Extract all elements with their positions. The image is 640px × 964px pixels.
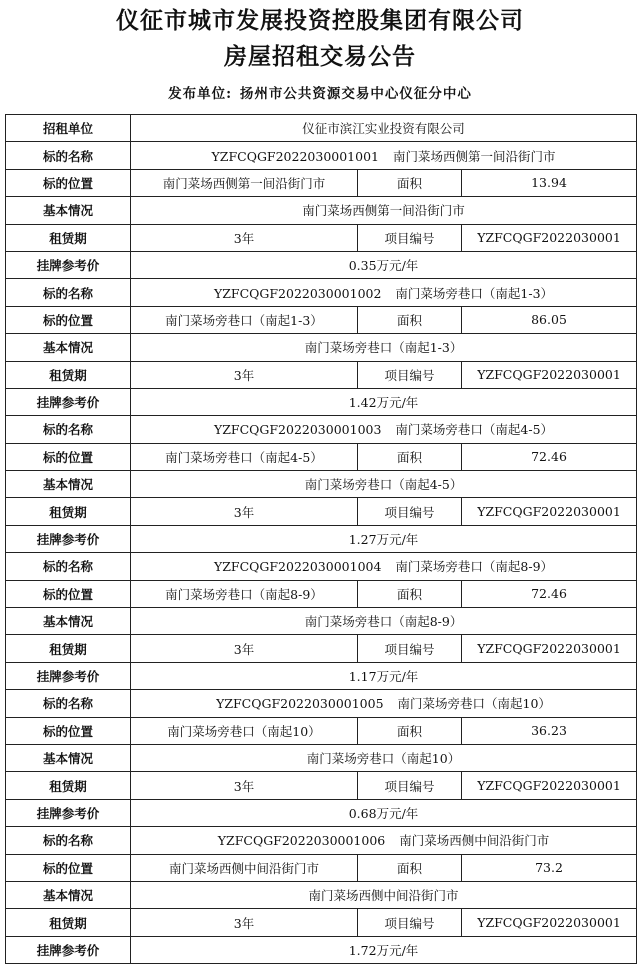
table-row-lessor — [6, 115, 637, 142]
item-name: 南门菜场旁巷口（南起4-5） — [395, 422, 554, 438]
document-header — [0, 0, 640, 108]
item-project-no: YZFCQGF2022030001 — [462, 909, 637, 936]
lease-term-label: 租赁期 — [6, 224, 131, 251]
area-label: 面积 — [358, 306, 462, 333]
item-area: 73.2 — [462, 854, 637, 881]
basic-label: 基本情况 — [6, 744, 131, 771]
location-label: 标的位置 — [6, 580, 131, 607]
name-label: 标的名称 — [6, 553, 131, 580]
ref-price-label: 挂牌参考价 — [6, 662, 131, 689]
publisher-line — [0, 82, 640, 102]
item-name: 南门菜场旁巷口（南起8-9） — [395, 559, 554, 575]
item-name: 南门菜场旁巷口（南起1-3） — [395, 285, 554, 301]
item-name-cell — [131, 690, 637, 717]
item-lease-term: 3年 — [131, 772, 358, 799]
item-lease-term: 3年 — [131, 224, 358, 251]
area-label: 面积 — [358, 580, 462, 607]
item-code: YZFCQGF2022030001003 — [213, 422, 382, 438]
table-row-basic — [6, 471, 637, 498]
table-row-lease — [6, 498, 637, 525]
table-row-price — [6, 388, 637, 415]
basic-label: 基本情况 — [6, 881, 131, 908]
project-no-label: 项目编号 — [358, 224, 462, 251]
item-location: 南门菜场旁巷口（南起10） — [131, 717, 358, 744]
item-location: 南门菜场西侧第一间沿街门市 — [131, 169, 358, 196]
area-label: 面积 — [358, 443, 462, 470]
table-row-lease — [6, 909, 637, 936]
table-row-basic — [6, 197, 637, 224]
item-code: YZFCQGF2022030001001 — [211, 148, 379, 164]
item-name: 南门菜场旁巷口（南起10） — [397, 696, 551, 712]
table-row-name — [6, 142, 637, 169]
table-row-name — [6, 416, 637, 443]
item-basic: 南门菜场旁巷口（南起1-3） — [131, 334, 637, 361]
name-label: 标的名称 — [6, 142, 131, 169]
area-label: 面积 — [358, 169, 462, 196]
item-location: 南门菜场西侧中间沿街门市 — [131, 854, 358, 881]
table-row-location — [6, 443, 637, 470]
item-name: 南门菜场西侧中间沿街门市 — [399, 833, 550, 849]
lease-term-label: 租赁期 — [6, 772, 131, 799]
area-label: 面积 — [358, 854, 462, 881]
item-name: 南门菜场西侧第一间沿街门市 — [392, 148, 556, 164]
item-lease-term: 3年 — [131, 498, 358, 525]
lessor-label: 招租单位 — [6, 115, 131, 142]
item-basic: 南门菜场旁巷口（南起10） — [131, 744, 637, 771]
project-no-label: 项目编号 — [358, 635, 462, 662]
item-area: 36.23 — [462, 717, 637, 744]
item-code: YZFCQGF2022030001005 — [216, 696, 384, 712]
listing-table — [5, 114, 637, 964]
item-location: 南门菜场旁巷口（南起4-5） — [131, 443, 358, 470]
table-row-basic — [6, 334, 637, 361]
item-price: 0.35万元/年 — [131, 251, 637, 278]
table-row-name — [6, 553, 637, 580]
document-title: 仪征市城市发展投资控股集团有限公司 — [116, 8, 524, 34]
item-price: 1.17万元/年 — [131, 662, 637, 689]
item-price: 1.42万元/年 — [131, 388, 637, 415]
area-label: 面积 — [358, 717, 462, 744]
table-row-price — [6, 662, 637, 689]
item-project-no: YZFCQGF2022030001 — [462, 224, 637, 251]
name-label: 标的名称 — [6, 827, 131, 854]
table-row-price — [6, 799, 637, 826]
item-lease-term: 3年 — [131, 361, 358, 388]
table-row-name — [6, 690, 637, 717]
table-row-price — [6, 525, 637, 552]
item-area: 72.46 — [462, 443, 637, 470]
table-row-name — [6, 279, 637, 306]
basic-label: 基本情况 — [6, 197, 131, 224]
item-price: 1.27万元/年 — [131, 525, 637, 552]
item-name-cell — [131, 279, 637, 306]
lessor-value: 仪征市滨江实业投资有限公司 — [131, 115, 637, 142]
table-row-location — [6, 580, 637, 607]
lease-term-label: 租赁期 — [6, 909, 131, 936]
project-no-label: 项目编号 — [358, 909, 462, 936]
ref-price-label: 挂牌参考价 — [6, 388, 131, 415]
lease-term-label: 租赁期 — [6, 635, 131, 662]
project-no-label: 项目编号 — [358, 772, 462, 799]
item-basic: 南门菜场旁巷口（南起8-9） — [131, 608, 637, 635]
item-basic: 南门菜场西侧第一间沿街门市 — [131, 197, 637, 224]
item-name-cell — [131, 142, 637, 169]
table-row-location — [6, 717, 637, 744]
item-project-no: YZFCQGF2022030001 — [462, 361, 637, 388]
item-code: YZFCQGF2022030001004 — [213, 559, 382, 575]
basic-label: 基本情况 — [6, 334, 131, 361]
lease-term-label: 租赁期 — [6, 361, 131, 388]
item-lease-term: 3年 — [131, 909, 358, 936]
publisher-label: 发布单位: — [168, 86, 233, 102]
document-subtitle: 房屋招租交易公告 — [224, 44, 416, 70]
item-project-no: YZFCQGF2022030001 — [462, 635, 637, 662]
ref-price-label: 挂牌参考价 — [6, 525, 131, 552]
item-area: 72.46 — [462, 580, 637, 607]
basic-label: 基本情况 — [6, 608, 131, 635]
location-label: 标的位置 — [6, 854, 131, 881]
name-label: 标的名称 — [6, 690, 131, 717]
table-row-lease — [6, 224, 637, 251]
item-basic: 南门菜场西侧中间沿街门市 — [131, 881, 637, 908]
location-label: 标的位置 — [6, 169, 131, 196]
item-lease-term: 3年 — [131, 635, 358, 662]
lease-term-label: 租赁期 — [6, 498, 131, 525]
item-location: 南门菜场旁巷口（南起8-9） — [131, 580, 358, 607]
table-row-lease — [6, 772, 637, 799]
item-name-cell — [131, 416, 637, 443]
item-project-no: YZFCQGF2022030001 — [462, 498, 637, 525]
item-project-no: YZFCQGF2022030001 — [462, 772, 637, 799]
name-label: 标的名称 — [6, 416, 131, 443]
ref-price-label: 挂牌参考价 — [6, 799, 131, 826]
item-location: 南门菜场旁巷口（南起1-3） — [131, 306, 358, 333]
publisher-value: 扬州市公共资源交易中心仪征分中心 — [239, 86, 472, 102]
item-code: YZFCQGF2022030001002 — [213, 285, 382, 301]
name-label: 标的名称 — [6, 279, 131, 306]
table-row-basic — [6, 744, 637, 771]
table-row-lease — [6, 361, 637, 388]
table-row-basic — [6, 881, 637, 908]
item-price: 1.72万元/年 — [131, 936, 637, 963]
table-row-lease — [6, 635, 637, 662]
table-row-location — [6, 169, 637, 196]
project-no-label: 项目编号 — [358, 498, 462, 525]
listing-table-body — [6, 115, 637, 964]
location-label: 标的位置 — [6, 717, 131, 744]
item-price: 0.68万元/年 — [131, 799, 637, 826]
table-row-price — [6, 251, 637, 278]
item-name-cell — [131, 553, 637, 580]
ref-price-label: 挂牌参考价 — [6, 936, 131, 963]
table-row-name — [6, 827, 637, 854]
basic-label: 基本情况 — [6, 471, 131, 498]
item-area: 13.94 — [462, 169, 637, 196]
ref-price-label: 挂牌参考价 — [6, 251, 131, 278]
item-area: 86.05 — [462, 306, 637, 333]
location-label: 标的位置 — [6, 306, 131, 333]
item-basic: 南门菜场旁巷口（南起4-5） — [131, 471, 637, 498]
location-label: 标的位置 — [6, 443, 131, 470]
item-name-cell — [131, 827, 637, 854]
item-code: YZFCQGF2022030001006 — [217, 833, 386, 849]
table-row-location — [6, 854, 637, 881]
table-row-basic — [6, 608, 637, 635]
project-no-label: 项目编号 — [358, 361, 462, 388]
table-row-location — [6, 306, 637, 333]
